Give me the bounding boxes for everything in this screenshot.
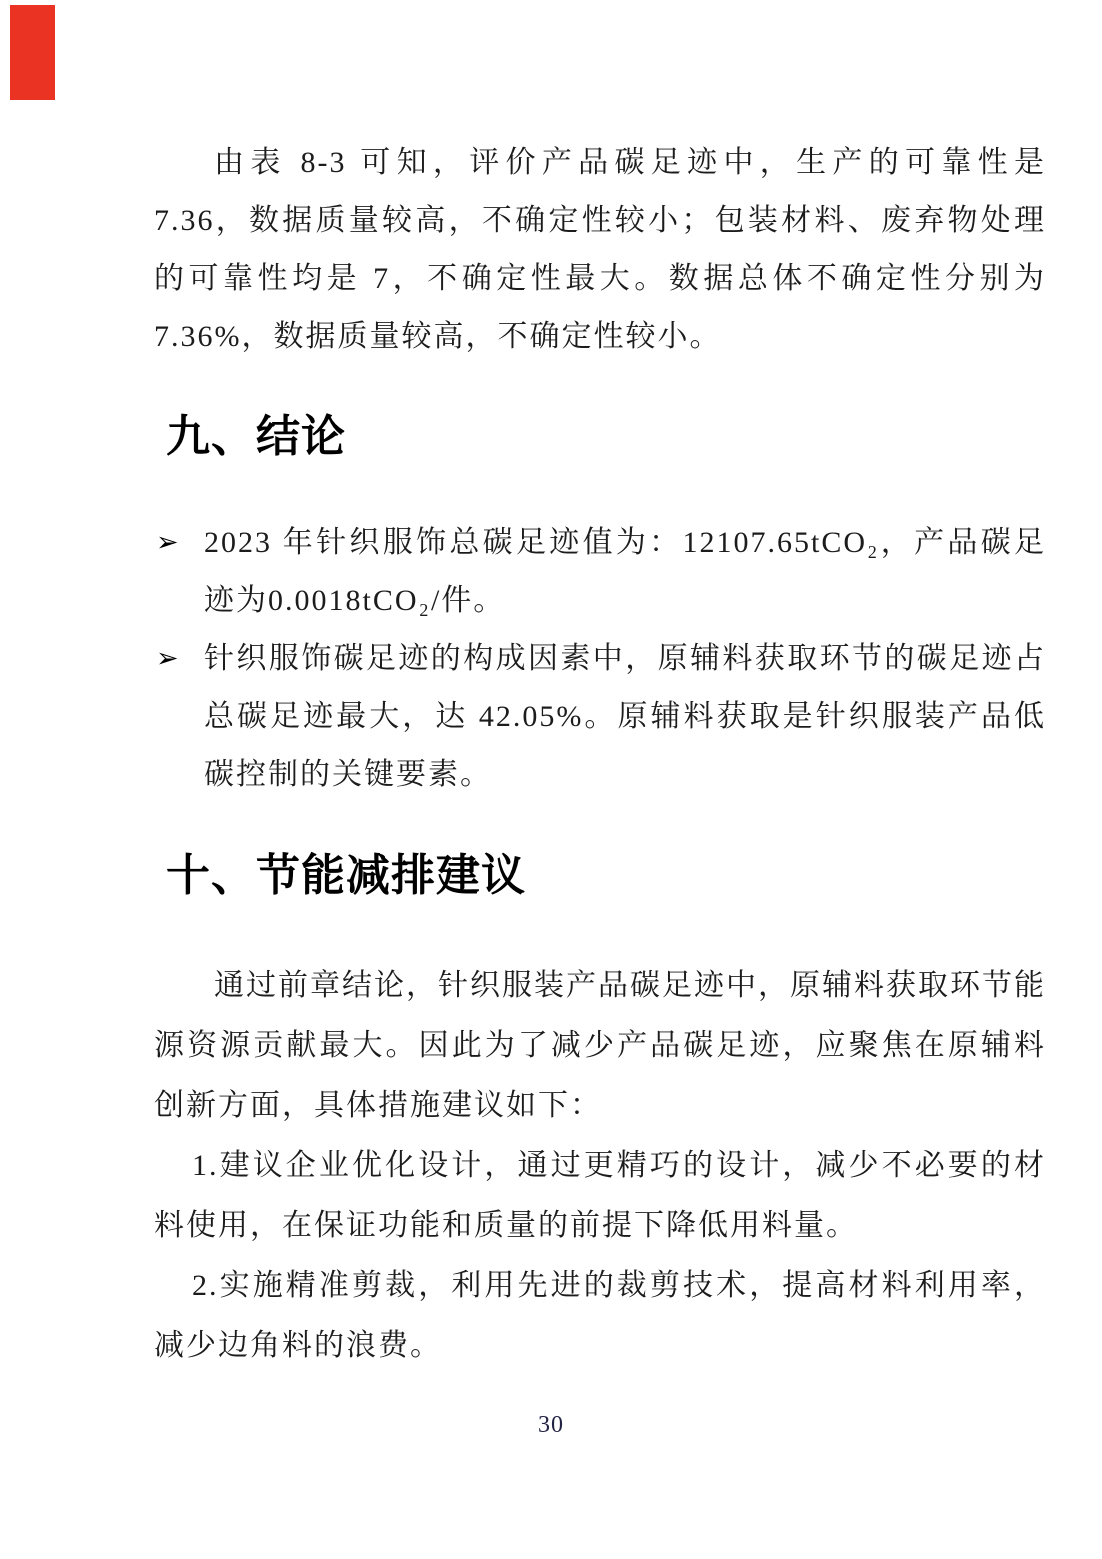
conclusion-item-text: 2023 年针织服饰总碳足迹值为：12107.65tCO₂，产品碳足迹为0.0018tCO₂/件。: [204, 526, 1046, 617]
arrow-bullet-icon: ➢: [156, 527, 179, 558]
conclusion-item-text: 针织服饰碳足迹的构成因素中，原辅料获取环节的碳足迹占总碳足迹最大，达 42.05%。原辅料获取是针织服装产品低碳控制的关键要素。: [204, 642, 1046, 791]
list-item: [154, 514, 1046, 630]
page-content: [154, 0, 1046, 1376]
paragraph-uncertainty-summary: 由表 8-3 可知，评价产品碳足迹中，生产的可靠性是 7.36，数据质量较高，不确定性较小；包装材料、废弃物处理的可靠性均是 7，不确定性最大。数据总体不确定性分别为 7.36%，数据质量较高，不确定性较小。: [154, 146, 1046, 353]
red-corner-marker: [10, 5, 55, 100]
page-number: 30: [538, 1412, 564, 1438]
paragraph-suggestion-2: 2.实施精准剪裁，利用先进的裁剪技术，提高材料利用率，减少边角料的浪费。: [154, 1269, 1046, 1362]
suggestions-section: [154, 956, 1046, 1376]
arrow-bullet-icon: ➢: [156, 643, 179, 674]
paragraph-suggestion-1: 1.建议企业优化设计，通过更精巧的设计，减少不必要的材料使用，在保证功能和质量的前提下降低用料量。: [154, 1149, 1046, 1242]
conclusion-list: [154, 514, 1046, 804]
list-item: [154, 630, 1046, 804]
paragraph-suggestions-intro: 通过前章结论，针织服装产品碳足迹中，原辅料获取环节能源资源贡献最大。因此为了减少产品碳足迹，应聚焦在原辅料创新方面，具体措施建议如下：: [154, 969, 1046, 1122]
heading-conclusion: 九、结论: [166, 412, 346, 461]
heading-energy-saving-suggestions: 十、节能减排建议: [166, 851, 526, 900]
